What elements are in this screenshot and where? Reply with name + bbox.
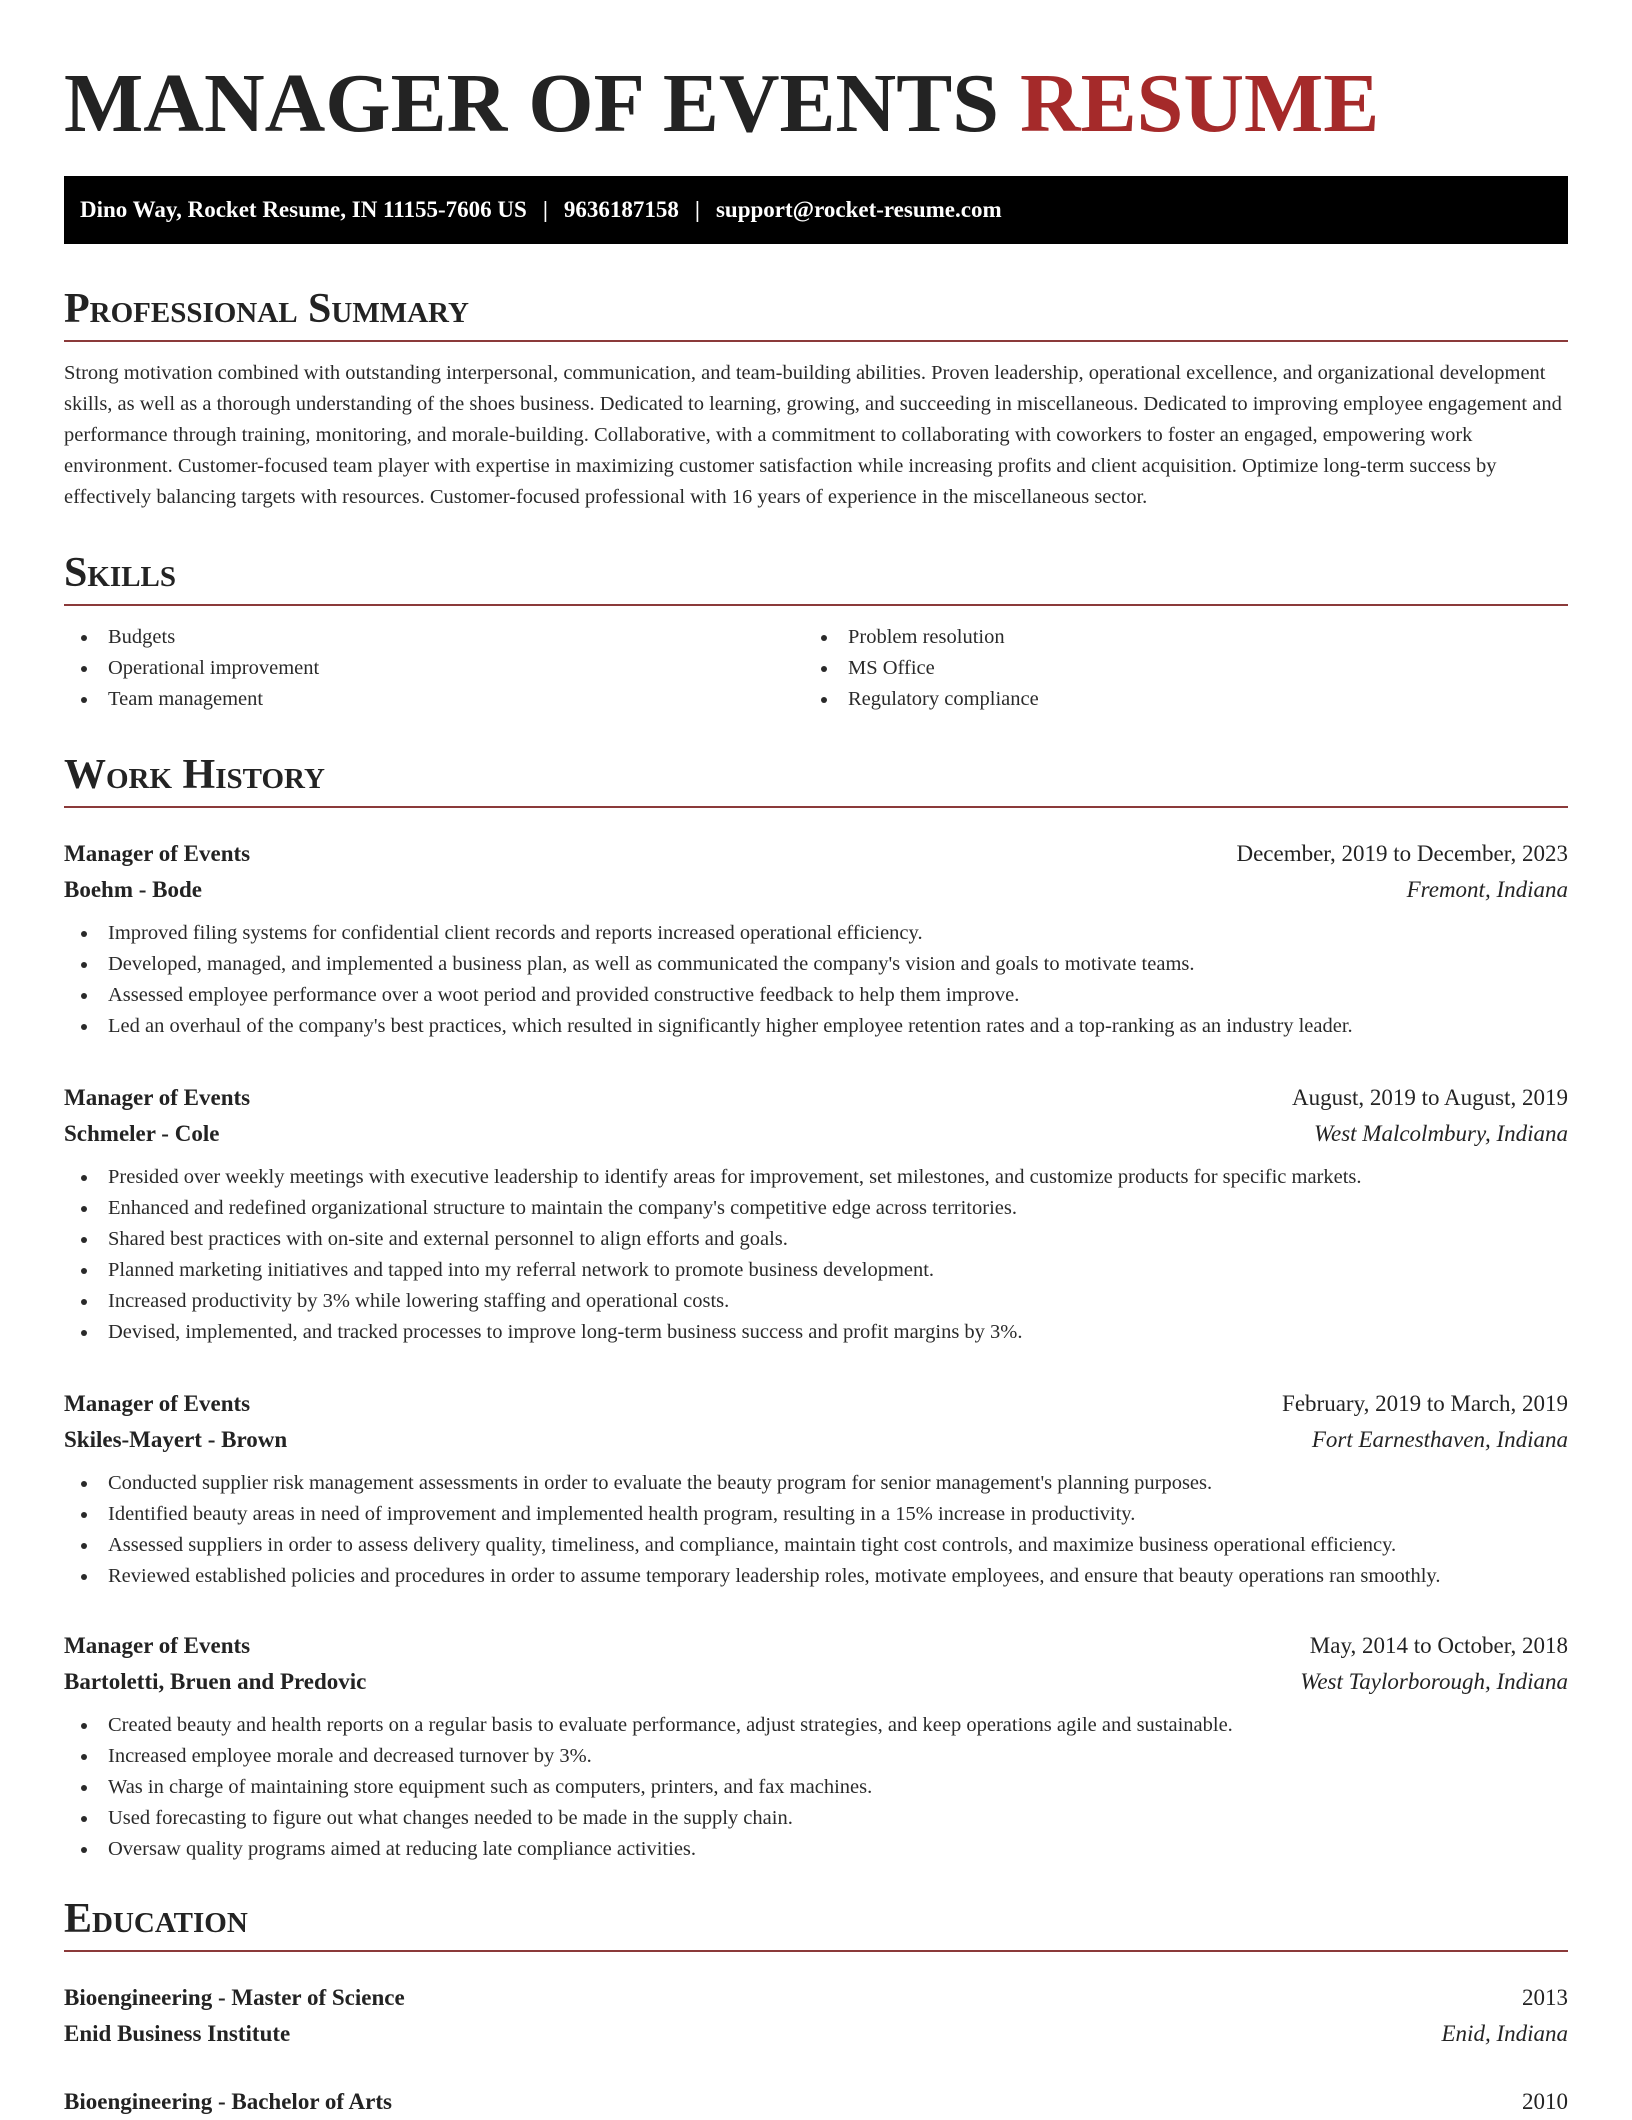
job-bullets xyxy=(64,1468,1568,1592)
work-history-section xyxy=(64,750,1568,808)
education-entry xyxy=(64,2084,1568,2120)
education-degree: Bioengineering - Bachelor of Arts xyxy=(64,2089,392,2114)
job-title: Manager of Events xyxy=(64,1391,251,1416)
job-bullet: Shared best practices with on-site and external personnel to align efforts and goals. xyxy=(64,1224,1568,1255)
education-year: 2013 xyxy=(1522,1985,1568,2010)
section-heading: Education xyxy=(64,1896,248,1942)
contact-separator: | xyxy=(694,197,700,222)
job-header xyxy=(64,836,1568,872)
education-section xyxy=(64,1894,1568,1952)
skill-item: Budgets xyxy=(64,622,804,653)
job-location: Fremont, Indiana xyxy=(1406,877,1568,902)
job-bullet: Enhanced and redefined organizational structure to maintain the company's competitive edge across territories. xyxy=(64,1193,1568,1224)
section-divider xyxy=(64,806,1568,808)
job-entry xyxy=(64,1080,1568,1348)
job-title: Manager of Events xyxy=(64,1085,251,1110)
title-main: MANAGER OF EVENTS xyxy=(64,57,999,150)
skill-item: Team management xyxy=(64,684,804,715)
contact-phone: 9636187158 xyxy=(563,197,679,222)
job-entry xyxy=(64,1386,1568,1592)
job-header xyxy=(64,1628,1568,1664)
education-year: 2010 xyxy=(1522,2089,1568,2114)
job-location: Fort Earnesthaven, Indiana xyxy=(1311,1427,1568,1452)
title-accent: RESUME xyxy=(1019,57,1380,150)
job-subheader xyxy=(64,1664,1568,1700)
job-company: Skiles-Mayert - Brown xyxy=(64,1427,288,1452)
skills-list xyxy=(64,622,1568,715)
job-subheader xyxy=(64,872,1568,908)
job-subheader xyxy=(64,1116,1568,1152)
contact-bar xyxy=(64,176,1568,244)
skill-item: MS Office xyxy=(804,653,1544,684)
skills-section xyxy=(64,548,1568,715)
skill-item: Regulatory compliance xyxy=(804,684,1544,715)
job-dates: February, 2019 to March, 2019 xyxy=(1282,1391,1568,1416)
contact-email: support@rocket-resume.com xyxy=(715,197,1002,222)
job-bullets xyxy=(64,918,1568,1042)
section-divider xyxy=(64,604,1568,606)
summary-text: Strong motivation combined with outstanding interpersonal, communication, and team-building abilities. Proven leadership, operational excellence, and organizational development skills, as well as a thorough understanding of the shoes business. Dedicated to learning, growing, and succeeding in miscellaneous. Dedicated to improving employee engagement and performance through training, monitoring, and morale-building. Collaborative, with a commitment to collaborating with coworkers to foster an engaged, empowering work environment. Customer-focused team player with expertise in maximizing customer satisfaction while increasing profits and client acquisition. Optimize long-term success by effectively balancing targets with resources. Customer-focused professional with 16 years of experience in the miscellaneous sector. xyxy=(64,362,1562,508)
contact-address: Dino Way, Rocket Resume, IN 11155-7606 US xyxy=(80,197,527,222)
education-header xyxy=(64,1980,1568,2016)
job-bullet: Created beauty and health reports on a regular basis to evaluate performance, adjust strategies, and keep operations agile and sustainable. xyxy=(64,1710,1568,1741)
job-bullet: Assessed employee performance over a woot period and provided constructive feedback to help them improve. xyxy=(64,980,1568,1011)
job-company: Schmeler - Cole xyxy=(64,1121,220,1146)
skill-item: Problem resolution xyxy=(804,622,1544,653)
job-bullet: Assessed suppliers in order to assess delivery quality, timeliness, and compliance, maintain tight cost controls, and maximize business operational efficiency. xyxy=(64,1530,1568,1561)
contact-separator: | xyxy=(542,197,548,222)
job-bullet: Planned marketing initiatives and tapped into my referral network to promote business development. xyxy=(64,1255,1568,1286)
job-bullet: Conducted supplier risk management assessments in order to evaluate the beauty program for senior management's planning purposes. xyxy=(64,1468,1568,1499)
section-heading: Professional Summary xyxy=(64,286,469,332)
section-heading: Work History xyxy=(64,752,325,798)
job-dates: August, 2019 to August, 2019 xyxy=(1291,1085,1568,1110)
job-bullet: Presided over weekly meetings with executive leadership to identify areas for improvement, set milestones, and customize products for specific markets. xyxy=(64,1162,1568,1193)
job-header xyxy=(64,1080,1568,1116)
job-bullet: Increased productivity by 3% while lowering staffing and operational costs. xyxy=(64,1286,1568,1317)
job-bullet: Used forecasting to figure out what changes needed to be made in the supply chain. xyxy=(64,1803,1568,1834)
job-bullet: Reviewed established policies and procedures in order to assume temporary leadership roles, motivate employees, and ensure that beauty operations ran smoothly. xyxy=(64,1561,1568,1592)
resume-page xyxy=(64,0,1568,2114)
section-divider xyxy=(64,1950,1568,1952)
job-bullet: Led an overhaul of the company's best practices, which resulted in significantly higher employee retention rates and a top-ranking as an industry leader. xyxy=(64,1011,1568,1042)
education-location: Enid, Indiana xyxy=(1441,2021,1568,2046)
job-bullet: Increased employee morale and decreased turnover by 3%. xyxy=(64,1741,1568,1772)
job-bullet: Oversaw quality programs aimed at reducing late compliance activities. xyxy=(64,1834,1568,1865)
job-bullet: Was in charge of maintaining store equipment such as computers, printers, and fax machines. xyxy=(64,1772,1568,1803)
job-dates: May, 2014 to October, 2018 xyxy=(1309,1633,1568,1658)
job-bullets xyxy=(64,1162,1568,1348)
summary-section xyxy=(64,284,1568,513)
job-bullet: Improved filing systems for confidential client records and reports increased operational efficiency. xyxy=(64,918,1568,949)
job-location: West Taylorborough, Indiana xyxy=(1300,1669,1568,1694)
job-entry xyxy=(64,836,1568,1042)
section-divider xyxy=(64,340,1568,342)
job-dates: December, 2019 to December, 2023 xyxy=(1236,841,1568,866)
job-bullet: Developed, managed, and implemented a business plan, as well as communicated the company's vision and goals to motivate teams. xyxy=(64,949,1568,980)
education-header xyxy=(64,2084,1568,2120)
job-entry xyxy=(64,1628,1568,1865)
job-location: West Malcolmbury, Indiana xyxy=(1313,1121,1568,1146)
skill-item: Operational improvement xyxy=(64,653,804,684)
job-company: Bartoletti, Bruen and Predovic xyxy=(64,1669,367,1694)
section-heading: Skills xyxy=(64,550,177,596)
job-header xyxy=(64,1386,1568,1422)
job-subheader xyxy=(64,1422,1568,1458)
skills-column-right xyxy=(804,622,1544,715)
job-bullet: Identified beauty areas in need of improvement and implemented health program, resulting in a 15% increase in productivity. xyxy=(64,1499,1568,1530)
job-title: Manager of Events xyxy=(64,1633,251,1658)
skills-column-left xyxy=(64,622,804,715)
education-subheader xyxy=(64,2016,1568,2052)
education-entry xyxy=(64,1980,1568,2052)
job-title: Manager of Events xyxy=(64,841,251,866)
job-bullets xyxy=(64,1710,1568,1865)
resume-title xyxy=(64,56,1568,166)
education-school: Enid Business Institute xyxy=(64,2021,291,2046)
job-bullet: Devised, implemented, and tracked processes to improve long-term business success and profit margins by 3%. xyxy=(64,1317,1568,1348)
job-company: Boehm - Bode xyxy=(64,877,202,902)
education-degree: Bioengineering - Master of Science xyxy=(64,1985,405,2010)
